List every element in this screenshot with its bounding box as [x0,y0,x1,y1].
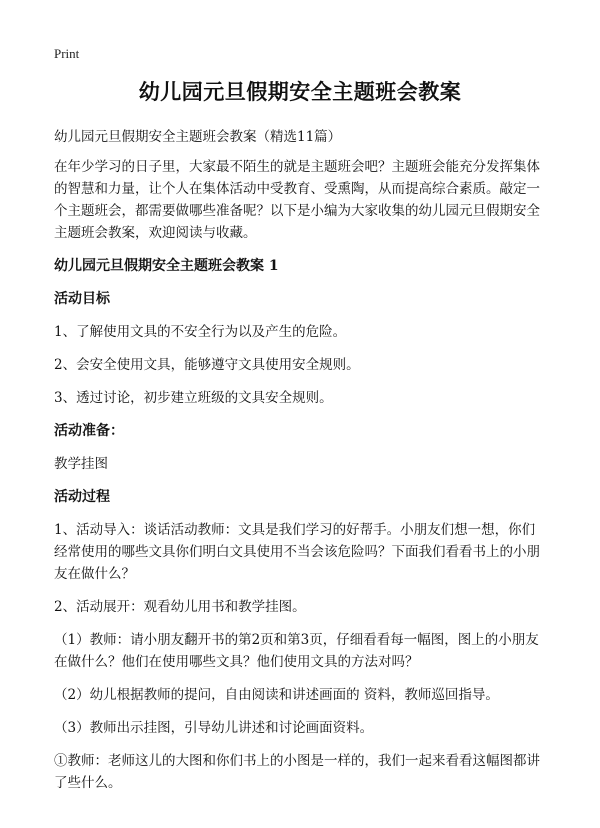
prep-heading: 活动准备： [54,423,124,439]
process-heading: 活动过程 [54,489,110,505]
print-link[interactable]: Print [54,46,80,61]
section-title: 幼儿园元旦假期安全主题班会教案 1 [54,258,279,274]
document-title: 幼儿园元旦假期安全主题班会教案 [138,79,462,104]
process-step: 2、活动展开：观看幼儿用书和教学挂图。 [54,599,306,615]
goals-heading: 活动目标 [54,291,110,307]
process-step: ①教师：老师这儿的大图和你们书上的小图是一样的，我们一起来看看这幅图都讲了些什么。 [54,753,540,791]
process-step: （2）幼儿根据教师的提问，自由阅读和讲述画面的 资料，教师巡回指导。 [54,687,499,703]
process-step: （1）教师：请小朋友翻开书的第2页和第3页，仔细看看每一幅图，图上的小朋友在做什么？他们在使用哪些文具？他们使用文具的方法对吗？ [54,632,539,670]
prep-text: 教学挂图 [54,456,108,472]
document-subtitle: 幼儿园元旦假期安全主题班会教案（精选11篇） [54,129,342,145]
goal-item: 1、了解使用文具的不安全行为以及产生的危险。 [54,324,347,340]
process-step: 1、活动导入：谈话活动教师：文具是我们学习的好帮手。小朋友们想一想，你们经常使用的哪些文具你们明白文具使用不当会该危险吗？下面我们看看书上的小朋友在做什么？ [54,522,540,582]
goal-item: 3、透过讨论，初步建立班级的文具安全规则。 [54,390,333,406]
process-step: （3）教师出示挂图，引导幼儿讲述和讨论画面资料。 [54,720,374,736]
intro-paragraph: 在年少学习的日子里，大家最不陌生的就是主题班会吧？主题班会能充分发挥集体的智慧和力量，让个人在集体活动中受教育、受熏陶，从而提高综合素质。敲定一个主题班会，都需要做哪些准备呢？以下是小编为大家收集的幼儿园元旦假期安全主题班会教案，欢迎阅读与收藏。 [54,159,540,241]
goal-item: 2、会安全使用文具，能够遵守文具使用安全规则。 [54,357,360,373]
